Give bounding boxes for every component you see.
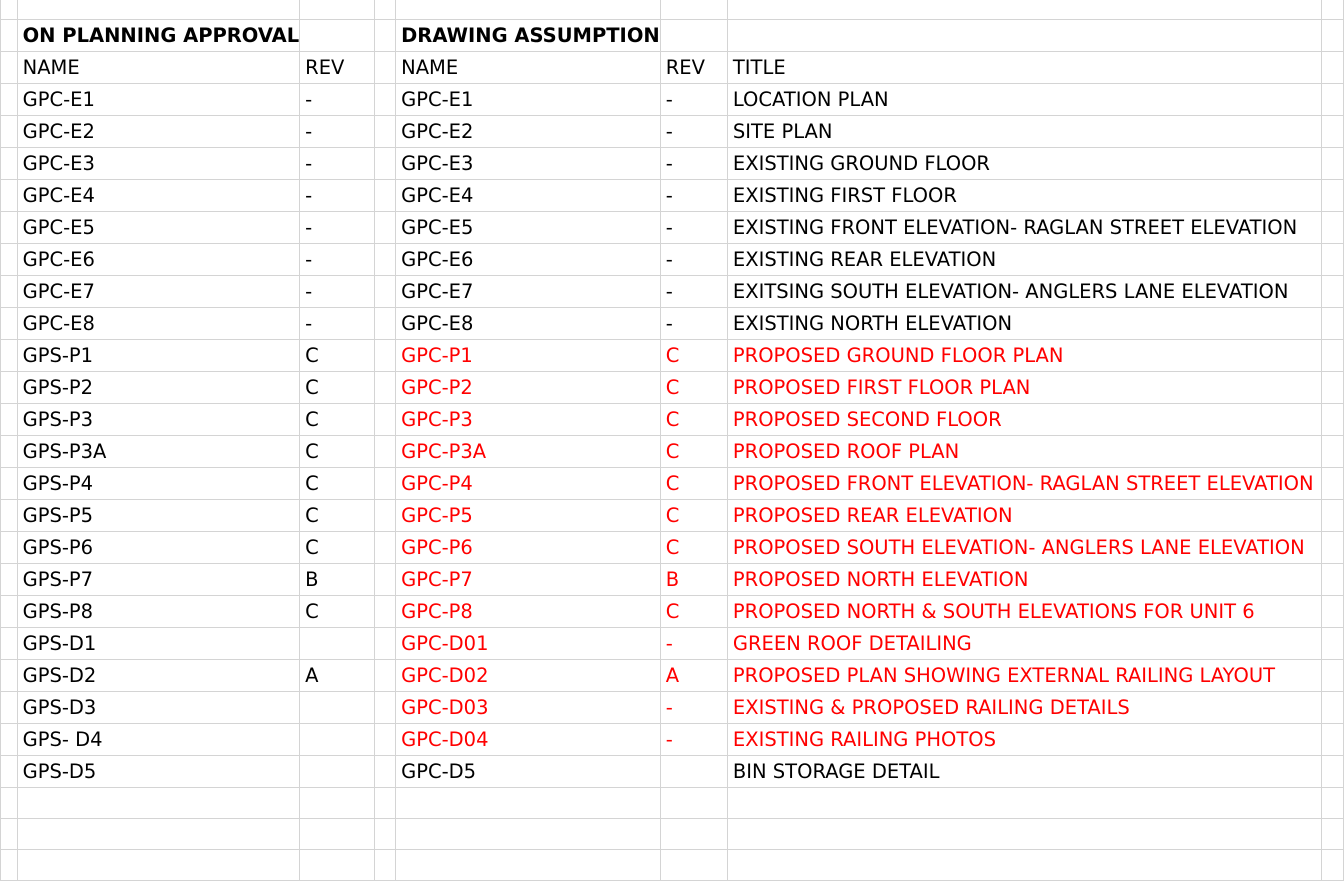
drawing-title-cell[interactable]: PROPOSED REAR ELEVATION [727,500,1321,532]
table-row [1,468,1344,500]
drawing-title-cell[interactable]: GREEN ROOF DETAILING [727,628,1321,660]
drawing-title-cell[interactable]: PROPOSED ROOF PLAN [727,436,1321,468]
drawing-title-cell[interactable]: EXISTING REAR ELEVATION [727,244,1321,276]
cell[interactable] [396,819,661,850]
cell[interactable] [727,819,1321,850]
cell[interactable] [375,372,396,404]
drawing-assumption-header[interactable]: DRAWING ASSUMPTION [396,20,661,52]
drawing-title-cell[interactable]: EXISTING NORTH ELEVATION [727,308,1321,340]
approval-name-cell[interactable]: GPS-P3A [17,436,300,468]
approval-name-cell[interactable]: GPS-P6 [17,532,300,564]
table-row [1,372,1344,404]
approval-rev-cell[interactable]: C [300,436,375,468]
cell[interactable] [1321,0,1343,20]
cell[interactable] [1321,276,1343,308]
assumption-name-cell[interactable]: GPC-P3 [396,404,661,436]
cell[interactable] [396,0,661,20]
cell[interactable] [1,756,18,788]
approval-rev-cell[interactable]: - [300,276,375,308]
cell[interactable] [1,468,18,500]
cell[interactable] [375,596,396,628]
assumption-name-cell[interactable]: GPC-D04 [396,724,661,756]
approval-name-cell[interactable]: GPS-P8 [17,596,300,628]
cell[interactable] [396,788,661,819]
drawing-title-cell[interactable]: PROPOSED NORTH ELEVATION [727,564,1321,596]
cell[interactable] [375,244,396,276]
drawing-title-cell[interactable]: LOCATION PLAN [727,84,1321,116]
cell[interactable] [1321,660,1343,692]
cell[interactable] [1321,819,1343,850]
left-rev-header[interactable]: REV [300,52,375,84]
approval-name-cell[interactable]: GPS- D4 [17,724,300,756]
cell[interactable] [1,276,18,308]
cell[interactable] [1321,532,1343,564]
cell[interactable] [1321,148,1343,180]
approval-rev-cell[interactable]: - [300,212,375,244]
cell[interactable] [300,20,375,52]
cell[interactable] [1321,468,1343,500]
drawing-title-cell[interactable]: EXISTING RAILING PHOTOS [727,724,1321,756]
cell[interactable] [375,468,396,500]
cell[interactable] [1,532,18,564]
assumption-rev-cell[interactable]: - [660,724,727,756]
table-row [1,756,1344,788]
approval-rev-cell[interactable] [300,692,375,724]
drawing-title-cell[interactable]: PROPOSED FIRST FLOOR PLAN [727,372,1321,404]
approval-rev-cell[interactable] [300,724,375,756]
cell[interactable] [1321,20,1343,52]
cell[interactable] [1,500,18,532]
cell[interactable] [1,244,18,276]
table-row [1,596,1344,628]
cell[interactable] [1321,180,1343,212]
cell[interactable] [1,212,18,244]
cell[interactable] [375,692,396,724]
approval-name-cell[interactable]: GPS-P1 [17,340,300,372]
drawing-title-cell[interactable]: PROPOSED SECOND FLOOR [727,404,1321,436]
cell[interactable] [375,0,396,20]
assumption-rev-cell[interactable]: C [660,372,727,404]
drawing-title-cell[interactable]: PROPOSED FRONT ELEVATION- RAGLAN STREET ELEVATION [727,468,1321,500]
assumption-name-cell[interactable]: GPC-D5 [396,756,661,788]
assumption-rev-cell[interactable]: - [660,180,727,212]
assumption-name-cell[interactable]: GPC-P6 [396,532,661,564]
cell[interactable] [375,404,396,436]
assumption-name-cell[interactable]: GPC-P3A [396,436,661,468]
approval-name-cell[interactable]: GPS-P4 [17,468,300,500]
approval-name-cell[interactable]: GPC-E2 [17,116,300,148]
assumption-rev-cell[interactable]: C [660,596,727,628]
cell[interactable] [1,372,18,404]
approval-name-cell[interactable]: GPC-E4 [17,180,300,212]
table-row [1,500,1344,532]
assumption-rev-cell[interactable]: C [660,404,727,436]
approval-rev-cell[interactable]: - [300,84,375,116]
cell[interactable] [727,850,1321,881]
approval-rev-cell[interactable]: - [300,244,375,276]
cell[interactable] [1321,404,1343,436]
cell[interactable] [1321,436,1343,468]
assumption-name-cell[interactable]: GPC-P5 [396,500,661,532]
cell[interactable] [1321,308,1343,340]
cell[interactable] [300,788,375,819]
cell[interactable] [375,52,396,84]
approval-rev-cell[interactable]: - [300,116,375,148]
approval-rev-cell[interactable]: C [300,468,375,500]
assumption-rev-cell[interactable]: - [660,84,727,116]
cell[interactable] [375,212,396,244]
approval-name-cell[interactable]: GPS-D3 [17,692,300,724]
assumption-name-cell[interactable]: GPC-E6 [396,244,661,276]
blank-row [1,0,1344,20]
cell[interactable] [1321,500,1343,532]
assumption-name-cell[interactable]: GPC-P4 [396,468,661,500]
approval-name-cell[interactable]: GPS-P5 [17,500,300,532]
cell[interactable] [1321,850,1343,881]
approval-rev-cell[interactable]: C [300,340,375,372]
drawing-title-cell[interactable]: PROPOSED GROUND FLOOR PLAN [727,340,1321,372]
cell[interactable] [1,148,18,180]
drawing-title-cell[interactable]: EXISTING FIRST FLOOR [727,180,1321,212]
cell[interactable] [17,850,300,881]
cell[interactable] [1,0,18,20]
cell[interactable] [1321,564,1343,596]
cell[interactable] [660,788,727,819]
assumption-rev-cell[interactable]: C [660,340,727,372]
cell[interactable] [1,628,18,660]
assumption-name-cell[interactable]: GPC-E4 [396,180,661,212]
blank-row [1,819,1344,850]
cell[interactable] [1,404,18,436]
cell[interactable] [1321,692,1343,724]
cell[interactable] [375,756,396,788]
cell[interactable] [1,850,18,881]
assumption-rev-cell[interactable]: C [660,436,727,468]
cell[interactable] [375,628,396,660]
assumption-rev-cell[interactable]: C [660,532,727,564]
table-row [1,404,1344,436]
table-row [1,84,1344,116]
approval-rev-cell[interactable]: C [300,500,375,532]
assumption-rev-cell[interactable]: A [660,660,727,692]
cell[interactable] [1,340,18,372]
assumption-rev-cell[interactable]: C [660,468,727,500]
approval-name-cell[interactable]: GPS-D2 [17,660,300,692]
approval-name-cell[interactable]: GPS-P7 [17,564,300,596]
assumption-rev-cell[interactable]: - [660,244,727,276]
drawing-title-cell[interactable]: SITE PLAN [727,116,1321,148]
approval-rev-cell[interactable]: - [300,308,375,340]
approval-name-cell[interactable]: GPS-P3 [17,404,300,436]
drawing-title-cell[interactable]: EXISTING FRONT ELEVATION- RAGLAN STREET ELEVATION [727,212,1321,244]
table-row [1,692,1344,724]
approval-name-cell[interactable]: GPC-E1 [17,84,300,116]
cell[interactable] [375,180,396,212]
blank-row [1,850,1344,881]
cell[interactable] [1,596,18,628]
assumption-name-cell[interactable]: GPC-P7 [396,564,661,596]
drawing-title-cell[interactable]: PROPOSED PLAN SHOWING EXTERNAL RAILING LAYOUT [727,660,1321,692]
cell[interactable] [1,116,18,148]
cell[interactable] [375,116,396,148]
cell[interactable] [1,564,18,596]
cell[interactable] [727,788,1321,819]
assumption-name-cell[interactable]: GPC-P1 [396,340,661,372]
cell[interactable] [1,660,18,692]
cell[interactable] [1321,116,1343,148]
assumption-rev-cell[interactable]: - [660,308,727,340]
approval-rev-cell[interactable] [300,756,375,788]
assumption-rev-cell[interactable]: - [660,212,727,244]
assumption-name-cell[interactable]: GPC-P8 [396,596,661,628]
cell[interactable] [1321,244,1343,276]
cell[interactable] [375,148,396,180]
drawing-title-cell[interactable]: EXISTING GROUND FLOOR [727,148,1321,180]
assumption-name-cell[interactable]: GPC-E3 [396,148,661,180]
table-row [1,724,1344,756]
assumption-rev-cell[interactable]: - [660,116,727,148]
cell[interactable] [375,436,396,468]
cell[interactable] [727,0,1321,20]
column-header-row [1,52,1344,84]
assumption-rev-cell[interactable]: B [660,564,727,596]
table-row [1,116,1344,148]
cell[interactable] [660,819,727,850]
right-name-header[interactable]: NAME [396,52,661,84]
cell[interactable] [375,788,396,819]
table-row [1,660,1344,692]
cell[interactable] [375,724,396,756]
table-row [1,212,1344,244]
cell[interactable] [660,20,727,52]
section-header-row [1,20,1344,52]
drawing-title-cell[interactable]: PROPOSED NORTH & SOUTH ELEVATIONS FOR UNIT 6 [727,596,1321,628]
approval-name-cell[interactable]: GPC-E7 [17,276,300,308]
cell[interactable] [1,788,18,819]
assumption-name-cell[interactable]: GPC-D01 [396,628,661,660]
approval-rev-cell[interactable] [300,628,375,660]
cell[interactable] [1321,724,1343,756]
table-row [1,564,1344,596]
cell[interactable] [1,180,18,212]
cell[interactable] [1321,212,1343,244]
approval-name-cell[interactable]: GPS-P2 [17,372,300,404]
approval-rev-cell[interactable]: A [300,660,375,692]
approval-name-cell[interactable]: GPC-E6 [17,244,300,276]
cell[interactable] [375,276,396,308]
table-row [1,340,1344,372]
cell[interactable] [375,340,396,372]
approval-rev-cell[interactable]: - [300,148,375,180]
cell[interactable] [375,819,396,850]
approval-name-cell[interactable]: GPC-E5 [17,212,300,244]
table-row [1,436,1344,468]
cell[interactable] [1321,84,1343,116]
cell[interactable] [375,500,396,532]
right-rev-header[interactable]: REV [660,52,727,84]
cell[interactable] [396,850,661,881]
cell[interactable] [1321,756,1343,788]
cell[interactable] [375,308,396,340]
approval-name-cell[interactable]: GPC-E8 [17,308,300,340]
cell[interactable] [17,819,300,850]
assumption-rev-cell[interactable]: - [660,276,727,308]
assumption-name-cell[interactable]: GPC-E7 [396,276,661,308]
cell[interactable] [1321,596,1343,628]
assumption-name-cell[interactable]: GPC-E1 [396,84,661,116]
table-row [1,148,1344,180]
table-row [1,308,1344,340]
cell[interactable] [1321,628,1343,660]
table-row [1,244,1344,276]
cell[interactable] [1,52,18,84]
cell[interactable] [375,532,396,564]
cell[interactable] [300,850,375,881]
table-row [1,276,1344,308]
approval-rev-cell[interactable]: - [300,180,375,212]
approval-name-cell[interactable]: GPS-D1 [17,628,300,660]
drawing-title-cell[interactable]: EXITSING SOUTH ELEVATION- ANGLERS LANE ELEVATION [727,276,1321,308]
cell[interactable] [1321,52,1343,84]
blank-row [1,788,1344,819]
cell[interactable] [1,20,18,52]
approval-rev-cell[interactable]: C [300,404,375,436]
cell[interactable] [727,20,1321,52]
cell[interactable] [300,819,375,850]
cell[interactable] [1,819,18,850]
cell[interactable] [375,660,396,692]
assumption-name-cell[interactable]: GPC-P2 [396,372,661,404]
cell[interactable] [375,84,396,116]
title-header[interactable]: TITLE [727,52,1321,84]
cell[interactable] [1,308,18,340]
cell[interactable] [660,850,727,881]
drawing-title-cell[interactable]: PROPOSED SOUTH ELEVATION- ANGLERS LANE ELEVATION [727,532,1321,564]
approval-rev-cell[interactable]: C [300,596,375,628]
on-planning-approval-header[interactable]: ON PLANNING APPROVAL [17,20,300,52]
table-row [1,532,1344,564]
assumption-rev-cell[interactable]: - [660,148,727,180]
cell[interactable] [375,850,396,881]
cell[interactable] [17,0,300,20]
approval-rev-cell[interactable]: C [300,532,375,564]
cell[interactable] [375,564,396,596]
approval-name-cell[interactable]: GPC-E3 [17,148,300,180]
cell[interactable] [375,20,396,52]
left-name-header[interactable]: NAME [17,52,300,84]
cell[interactable] [1,692,18,724]
approval-rev-cell[interactable]: B [300,564,375,596]
assumption-rev-cell[interactable]: - [660,628,727,660]
assumption-rev-cell[interactable] [660,756,727,788]
assumption-name-cell[interactable]: GPC-E2 [396,116,661,148]
assumption-rev-cell[interactable]: C [660,500,727,532]
cell[interactable] [300,0,375,20]
cell[interactable] [1,724,18,756]
assumption-name-cell[interactable]: GPC-D03 [396,692,661,724]
cell[interactable] [1,84,18,116]
cell[interactable] [1,436,18,468]
table-row [1,180,1344,212]
assumption-name-cell[interactable]: GPC-E8 [396,308,661,340]
drawing-title-cell[interactable]: EXISTING & PROPOSED RAILING DETAILS [727,692,1321,724]
drawing-title-cell[interactable]: BIN STORAGE DETAIL [727,756,1321,788]
cell[interactable] [1321,340,1343,372]
approval-rev-cell[interactable]: C [300,372,375,404]
assumption-name-cell[interactable]: GPC-E5 [396,212,661,244]
table-row [1,628,1344,660]
cell[interactable] [1321,788,1343,819]
assumption-name-cell[interactable]: GPC-D02 [396,660,661,692]
assumption-rev-cell[interactable]: - [660,692,727,724]
cell[interactable] [17,788,300,819]
cell[interactable] [1321,372,1343,404]
approval-name-cell[interactable]: GPS-D5 [17,756,300,788]
cell[interactable] [660,0,727,20]
